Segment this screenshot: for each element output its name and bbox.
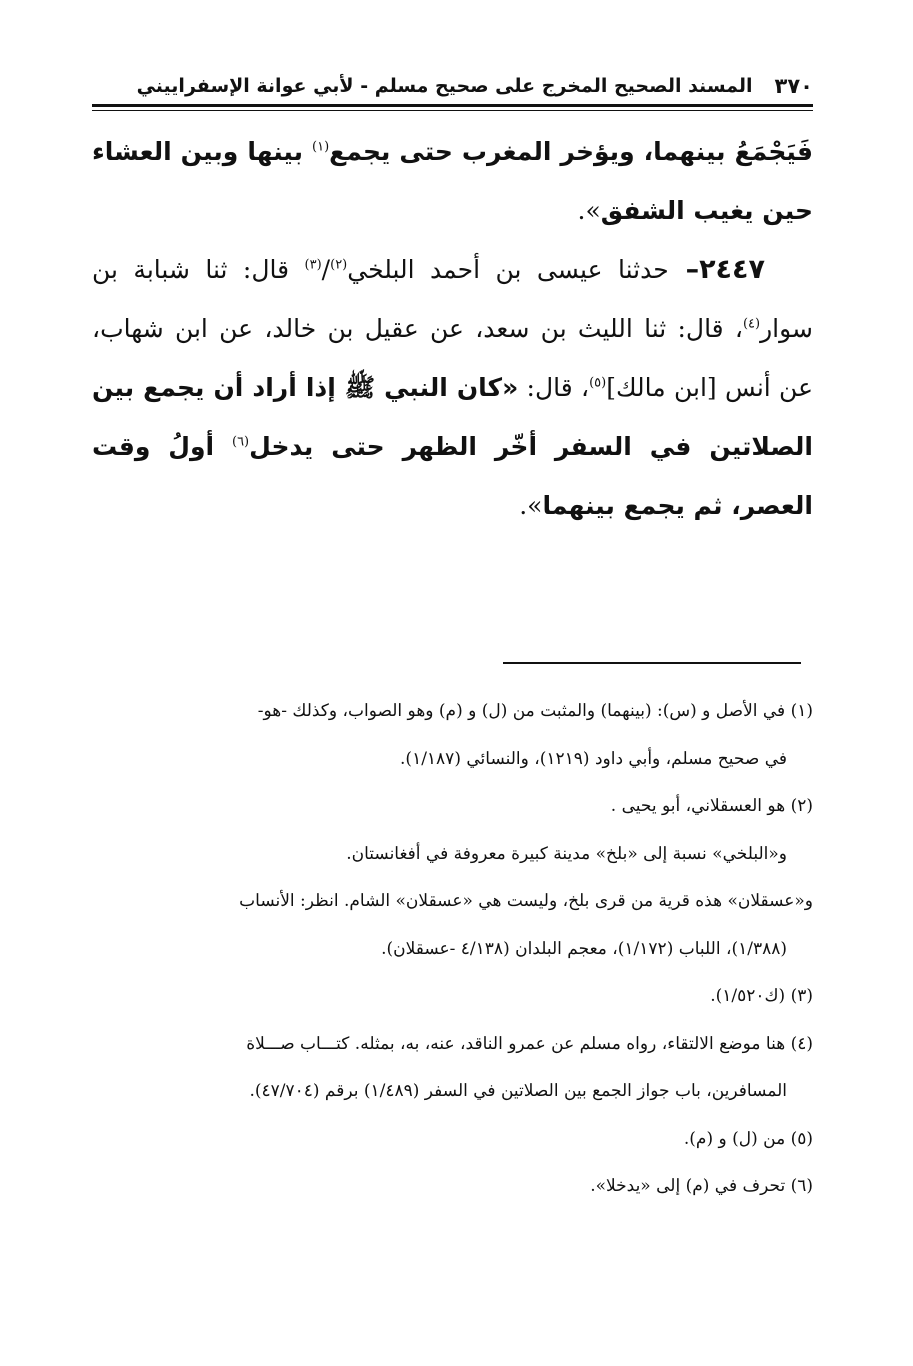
footnote-4-cont: المسافرين، باب جواز الجمع بين الصلاتين في السفر (١/٤٨٩) برقم (٤٧/٧٠٤). [249,1081,787,1101]
bold-text: فَيَجْمَعُ بينهما، ويؤخر المغرب حتى يجمع [329,137,813,166]
footnote-ref-4: (٤) [742,316,761,332]
hadith-dash: – [668,254,700,285]
footnote-ref-2: (٢) [330,257,348,273]
footnote-4: (٤) هنا موضع الالتقاء، رواه مسلم عن عمرو الناقد، عنه، به، بمثله. كتـــاب صـــلاة [246,1033,813,1054]
footnote-3: (٣) (ك١/٥٢٠). [710,986,813,1006]
header-rule-thick [92,104,813,107]
matn-text: أولُ وقت العصر، ثم يجمع بينهما [92,432,813,520]
footnote-ref-1: (١) [312,139,330,155]
closing-quote: ». [519,491,543,520]
footnotes [92,688,813,1211]
running-title: المسند الصحيح المخرج على صحيح مسلم - لأبي عوانة الإسفراييني [136,75,753,97]
footnote-1-cont: في صحيح مسلم، وأبي داود (١٢١٩)، والنسائي (١/١٨٧). [400,748,787,769]
hadith-paragraph [92,240,813,535]
footnote-2-cont: (١/٣٨٨)، اللباب (١/١٧٢)، معجم البلدان (٤/١٣٨ -عسقلان). [381,938,787,959]
footnote-2: (٢) هو العسقلاني، أبو يحيى . [610,796,813,816]
main-text [92,122,813,535]
footnote-ref-6: (٦) [231,434,250,450]
footnote-6: (٦) تحرف في (م) إلى «يدخلا». [590,1176,813,1196]
bold-text: بينها وبين العشاء حين يغيب الشفق [92,137,813,225]
footnote-2-cont: و«عسقلان» هذه قرية من قرى بلخ، وليست هي «عسقلان» الشام. انظر: الأنساب [239,891,813,911]
page-number: ٣٧٠ [774,74,813,98]
footnote-2-cont: و«البلخي» نسبة إلى «بلخ» مدينة كبيرة معروفة في أفغانستان. [346,843,787,864]
footnote-separator [503,662,801,664]
paragraph-continuation [92,122,813,240]
hadith-number: ٢٤٤٧ [699,254,765,285]
footnote-ref-5: (٥) [589,375,607,391]
footnote-5: (٥) من (ل) و (م). [683,1128,813,1149]
closing-quote: ». [577,196,601,225]
isnad-text: ، قال: ثنا الليث بن سعد، عن عقيل بن خالد، عن ابن شهاب، عن أنس [ابن مالك] [92,314,813,402]
isnad-text: قال: ثنا شبابة بن سوار [92,255,813,343]
header-rule-thin [92,110,813,111]
footnote-ref-3: (٣) [304,257,322,273]
slash: / [321,255,331,284]
isnad-text: ، قال: [518,373,590,402]
isnad-text: حدثنا عيسى بن أحمد البلخي [347,255,669,284]
matn-text: «كان النبي ﷺ إذا أراد أن يجمع بين الصلاتين في السفر أخّر الظهر حتى يدخل [92,373,813,461]
footnote-1: (١) في الأصل و (س): (بينهما) والمثبت من (ل) و (م) وهو الصواب، وكذلك -هو- [257,701,813,721]
running-header [92,68,813,104]
